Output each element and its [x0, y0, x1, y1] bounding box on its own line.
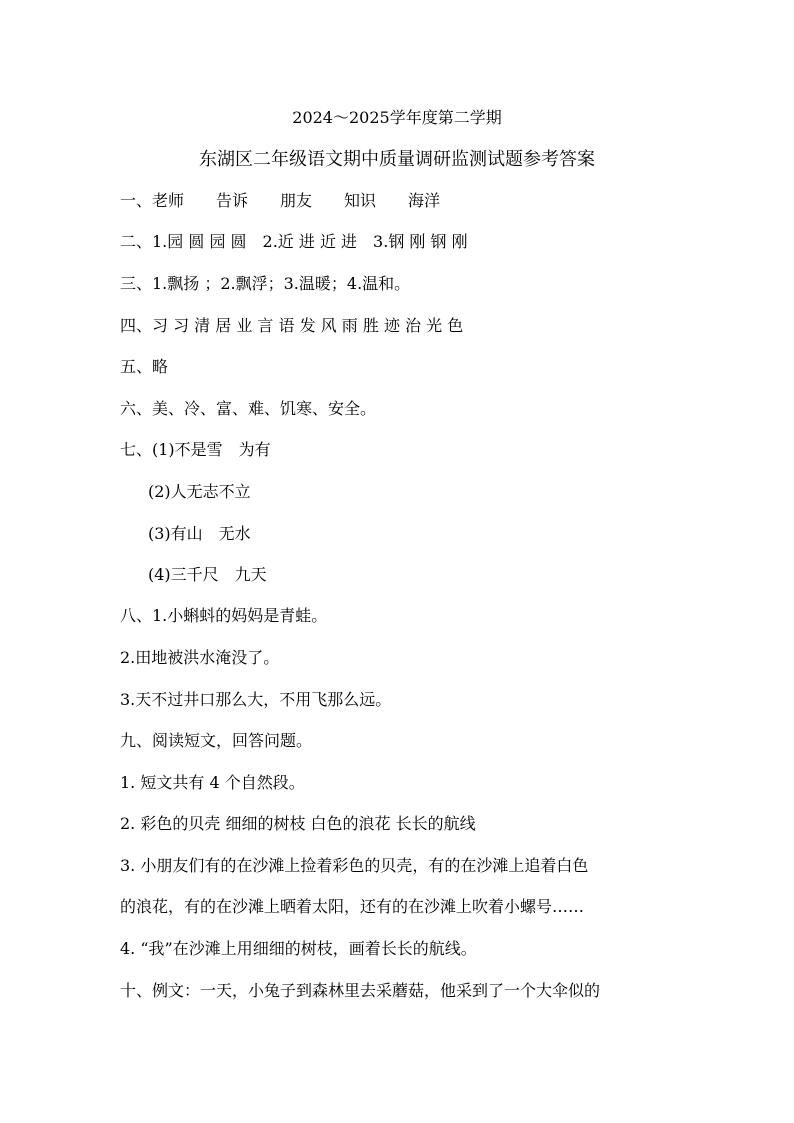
answer-q9-4: 4. “我”在沙滩上用细细的树枝，画着长长的航线。 — [120, 939, 477, 958]
answer-q9-3-line1: 3. 小朋友们有的在沙滩上捡着彩色的贝壳，有的在沙滩上追着白色 — [120, 856, 589, 875]
answer-q5: 五、略 — [120, 357, 169, 376]
answer-q1: 一、老师 告诉 朋友 知识 海洋 — [120, 191, 441, 210]
answer-q7-3: (3)有山 无水 — [148, 524, 251, 543]
title-main: 东湖区二年级语文期中质量调研监测试题参考答案 — [199, 149, 595, 170]
answer-q8-1: 八、1.小蝌蚪的妈妈是青蛙。 — [120, 606, 328, 625]
answer-q8-2: 2.田地被洪水淹没了。 — [120, 648, 280, 667]
answer-q9-heading: 九、阅读短文，回答问题。 — [120, 731, 313, 750]
title-year: 2024～2025学年度第二学期 — [292, 108, 502, 127]
answer-q9-2: 2. 彩色的贝壳 细细的树枝 白色的浪花 长长的航线 — [120, 814, 476, 833]
answer-q9-3-line2: 的浪花，有的在沙滩上晒着太阳，还有的在沙滩上吹着小螺号…… — [120, 897, 585, 916]
answer-q8-3: 3.天不过井口那么大，不用飞那么远。 — [120, 690, 392, 709]
answer-q3: 三、1.飘扬 ；2.飘浮；3.温暖；4.温和。 — [120, 274, 411, 293]
answer-q7-4: (4)三千尺 九天 — [148, 565, 267, 584]
answer-q6: 六、美、冷、富、难、饥寒、安全。 — [120, 399, 377, 418]
answer-q7-1: 七、(1)不是雪 为有 — [120, 440, 271, 459]
answer-q7-2: (2)人无志不立 — [148, 482, 251, 501]
answer-q9-1: 1. 短文共有 4 个自然段。 — [120, 773, 305, 792]
answer-q4: 四、习 习 清 居 业 言 语 发 风 雨 胜 迹 治 光 色 — [120, 316, 464, 335]
answer-q10: 十、例文：一天，小兔子到森林里去采蘑菇，他采到了一个大伞似的 — [120, 981, 601, 1000]
answer-q2: 二、1.园 圆 园 圆 2.近 进 近 进 3.钢 刚 钢 刚 — [120, 232, 468, 251]
